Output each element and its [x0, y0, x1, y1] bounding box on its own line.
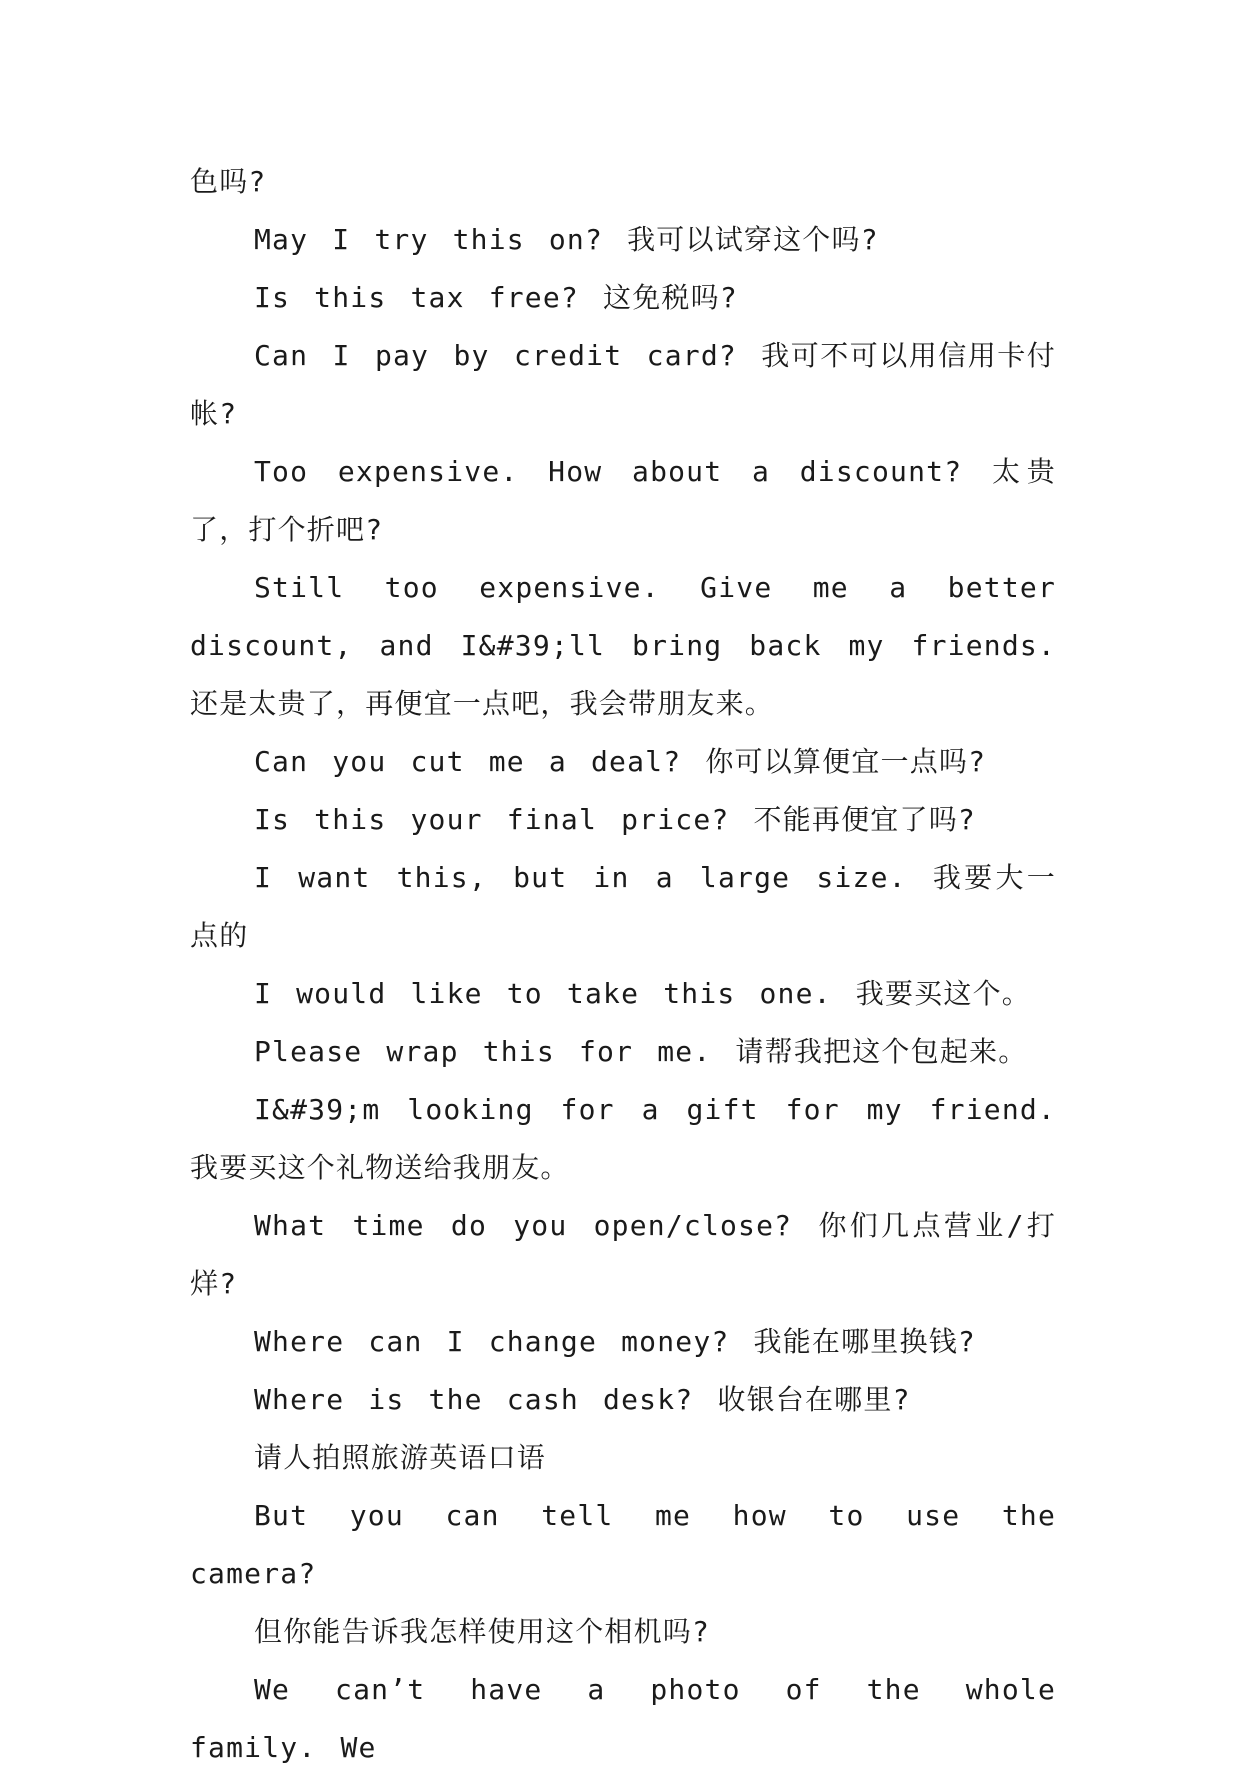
paragraph: May I try this on? 我可以试穿这个吗?	[254, 223, 879, 256]
paragraph: We can’t have a photo of the whole family. We	[190, 1673, 1056, 1764]
paragraph: 但你能告诉我怎样使用这个相机吗?	[254, 1615, 711, 1648]
paragraph: But you can tell me how to use the camera?	[190, 1499, 1056, 1590]
paragraph: 请人拍照旅游英语口语	[254, 1441, 547, 1474]
paragraph: I want this, but in a large size. 我要大一点的	[190, 861, 1056, 952]
document-body	[190, 153, 1056, 1777]
paragraph: Is this your final price? 不能再便宜了吗?	[254, 803, 976, 836]
paragraph: Can you cut me a deal? 你可以算便宜一点吗?	[254, 745, 987, 778]
paragraph: 色吗?	[190, 165, 267, 198]
paragraph: I&#39;m looking for a gift for my friend. 我要买这个礼物送给我朋友。	[190, 1093, 1056, 1184]
paragraph: What time do you open/close? 你们几点营业/打烊?	[190, 1209, 1056, 1300]
paragraph: Where can I change money? 我能在哪里换钱?	[254, 1325, 976, 1358]
paragraph: Where is the cash desk? 收银台在哪里?	[254, 1383, 911, 1416]
paragraph: Too expensive. How about a discount? 太贵了，打个折吧?	[190, 455, 1056, 546]
paragraph: Still too expensive. Give me a better discount, and I&#39;ll bring back my friends.还是太贵了，再便宜一点吧，我会带朋友来。	[190, 571, 1056, 720]
paragraph: Please wrap this for me. 请帮我把这个包起来。	[254, 1035, 1028, 1068]
paragraph: Can I pay by credit card? 我可不可以用信用卡付帐?	[190, 339, 1056, 430]
paragraph: Is this tax free? 这免税吗?	[254, 281, 738, 314]
paragraph: I would like to take this one. 我要买这个。	[254, 977, 1031, 1010]
